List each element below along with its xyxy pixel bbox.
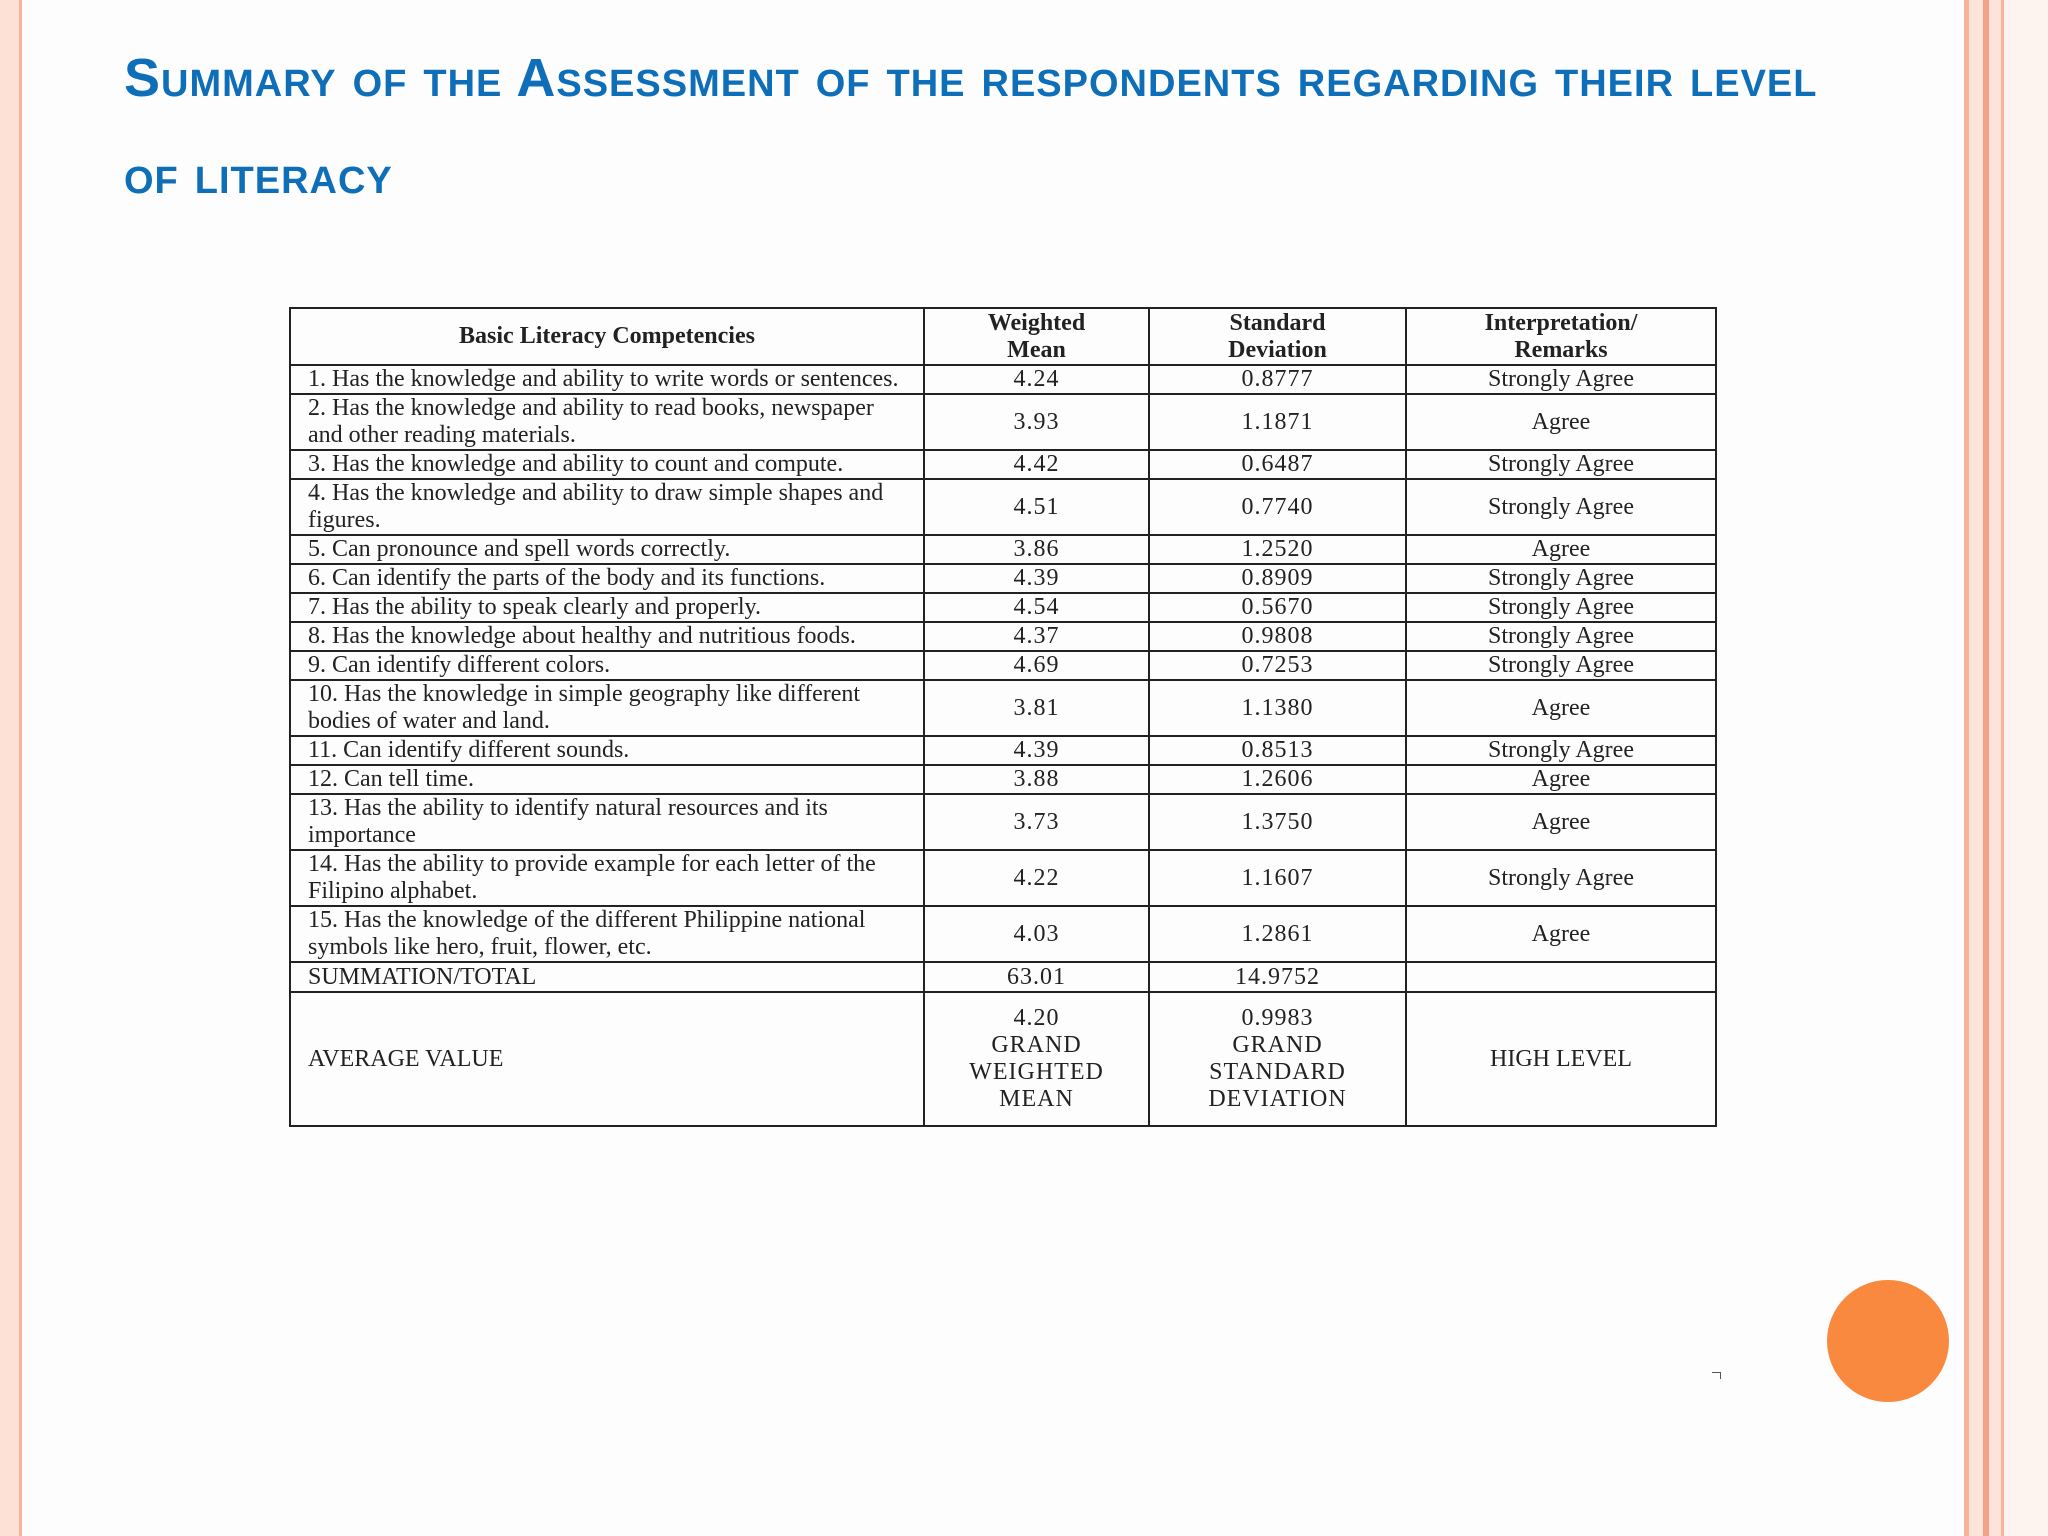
remark-cell: Strongly Agree bbox=[1406, 622, 1716, 651]
competency-cell: 14. Has the ability to provide example for each letter of the Filipino alphabet. bbox=[290, 850, 924, 906]
header-weighted-mean-line2: Mean bbox=[1007, 336, 1066, 363]
competency-cell: 3. Has the knowledge and ability to count and compute. bbox=[290, 450, 924, 479]
remark-cell: Strongly Agree bbox=[1406, 850, 1716, 906]
orange-circle-decoration bbox=[1827, 1280, 1949, 1402]
table-row bbox=[290, 564, 1716, 593]
competency-cell: 9. Can identify different colors. bbox=[290, 651, 924, 680]
header-standard-deviation bbox=[1149, 308, 1406, 365]
remark-cell: Strongly Agree bbox=[1406, 365, 1716, 394]
grand-weighted-mean-l3: MEAN bbox=[999, 1086, 1074, 1112]
std-dev-cell: 0.7740 bbox=[1149, 479, 1406, 535]
average-row bbox=[290, 992, 1716, 1126]
grand-std-dev-cell bbox=[1149, 992, 1406, 1126]
std-dev-cell: 1.1380 bbox=[1149, 680, 1406, 736]
weighted-mean-cell: 4.39 bbox=[924, 564, 1149, 593]
remark-cell: Agree bbox=[1406, 680, 1716, 736]
remark-cell: Strongly Agree bbox=[1406, 564, 1716, 593]
left-decorative-border bbox=[0, 0, 22, 1536]
competency-cell: 6. Can identify the parts of the body and its functions. bbox=[290, 564, 924, 593]
weighted-mean-cell: 4.42 bbox=[924, 450, 1149, 479]
grand-std-dev-l3: DEVIATION bbox=[1208, 1086, 1347, 1112]
competency-cell: 1. Has the knowledge and ability to write words or sentences. bbox=[290, 365, 924, 394]
average-label: AVERAGE VALUE bbox=[290, 992, 924, 1126]
table-row bbox=[290, 479, 1716, 535]
header-weighted-mean-line1: Weighted bbox=[987, 309, 1086, 336]
header-interpretation bbox=[1406, 308, 1716, 365]
std-dev-cell: 0.7253 bbox=[1149, 651, 1406, 680]
std-dev-cell: 1.3750 bbox=[1149, 794, 1406, 850]
average-remark: HIGH LEVEL bbox=[1406, 992, 1716, 1126]
grand-weighted-mean-value: 4.20 bbox=[1013, 1005, 1060, 1031]
std-dev-cell: 1.1607 bbox=[1149, 850, 1406, 906]
grand-std-dev-l2: STANDARD bbox=[1209, 1059, 1346, 1085]
table-row bbox=[290, 450, 1716, 479]
grand-weighted-mean-l2: WEIGHTED bbox=[969, 1059, 1104, 1085]
competency-cell: 4. Has the knowledge and ability to draw simple shapes and figures. bbox=[290, 479, 924, 535]
table-row bbox=[290, 593, 1716, 622]
remark-cell: Agree bbox=[1406, 535, 1716, 564]
grand-weighted-mean-cell bbox=[924, 992, 1149, 1126]
weighted-mean-cell: 3.81 bbox=[924, 680, 1149, 736]
table-row bbox=[290, 850, 1716, 906]
competency-cell: 11. Can identify different sounds. bbox=[290, 736, 924, 765]
weighted-mean-cell: 4.22 bbox=[924, 850, 1149, 906]
table-row bbox=[290, 622, 1716, 651]
table-corner-mark bbox=[1712, 1372, 1721, 1379]
weighted-mean-cell: 4.03 bbox=[924, 906, 1149, 962]
header-interp-line2: Remarks bbox=[1514, 336, 1608, 363]
table-row bbox=[290, 680, 1716, 736]
remark-cell: Strongly Agree bbox=[1406, 450, 1716, 479]
remark-cell: Agree bbox=[1406, 906, 1716, 962]
slide-title: Summary of the Assessment of the respondents regarding their level of literacy bbox=[124, 48, 1818, 205]
std-dev-cell: 1.2861 bbox=[1149, 906, 1406, 962]
remark-cell: Agree bbox=[1406, 765, 1716, 794]
weighted-mean-cell: 3.93 bbox=[924, 394, 1149, 450]
table-row bbox=[290, 394, 1716, 450]
remark-cell: Strongly Agree bbox=[1406, 479, 1716, 535]
total-mean: 63.01 bbox=[924, 962, 1149, 992]
weighted-mean-cell: 4.24 bbox=[924, 365, 1149, 394]
table-row bbox=[290, 906, 1716, 962]
table-row bbox=[290, 765, 1716, 794]
table-row bbox=[290, 794, 1716, 850]
total-row bbox=[290, 962, 1716, 992]
std-dev-cell: 1.1871 bbox=[1149, 394, 1406, 450]
competency-cell: 15. Has the knowledge of the different Philippine national symbols like hero, fruit, flower, etc. bbox=[290, 906, 924, 962]
grand-std-dev-value: 0.9983 bbox=[1241, 1005, 1314, 1031]
remark-cell: Strongly Agree bbox=[1406, 736, 1716, 765]
remark-cell: Agree bbox=[1406, 394, 1716, 450]
total-label: SUMMATION/TOTAL bbox=[290, 962, 924, 992]
grand-std-dev-l1: GRAND bbox=[1232, 1032, 1323, 1058]
remark-cell: Agree bbox=[1406, 794, 1716, 850]
weighted-mean-cell: 4.69 bbox=[924, 651, 1149, 680]
grand-weighted-mean-l1: GRAND bbox=[991, 1032, 1082, 1058]
std-dev-cell: 0.9808 bbox=[1149, 622, 1406, 651]
header-interp-line1: Interpretation/ bbox=[1484, 309, 1638, 336]
table-row bbox=[290, 651, 1716, 680]
competency-cell: 5. Can pronounce and spell words correctly. bbox=[290, 535, 924, 564]
weighted-mean-cell: 3.88 bbox=[924, 765, 1149, 794]
remark-cell: Strongly Agree bbox=[1406, 651, 1716, 680]
table-row bbox=[290, 365, 1716, 394]
header-std-dev-line2: Deviation bbox=[1228, 336, 1327, 363]
weighted-mean-cell: 4.37 bbox=[924, 622, 1149, 651]
competency-cell: 13. Has the ability to identify natural resources and its importance bbox=[290, 794, 924, 850]
header-competency: Basic Literacy Competencies bbox=[290, 308, 924, 365]
competency-cell: 7. Has the ability to speak clearly and properly. bbox=[290, 593, 924, 622]
std-dev-cell: 0.5670 bbox=[1149, 593, 1406, 622]
table-row bbox=[290, 736, 1716, 765]
right-decorative-border bbox=[1964, 0, 2048, 1536]
std-dev-cell: 0.6487 bbox=[1149, 450, 1406, 479]
weighted-mean-cell: 3.73 bbox=[924, 794, 1149, 850]
remark-cell: Strongly Agree bbox=[1406, 593, 1716, 622]
total-remark bbox=[1406, 962, 1716, 992]
literacy-summary-table bbox=[289, 307, 1717, 1127]
std-dev-cell: 0.8513 bbox=[1149, 736, 1406, 765]
competency-cell: 8. Has the knowledge about healthy and nutritious foods. bbox=[290, 622, 924, 651]
competency-cell: 10. Has the knowledge in simple geography like different bodies of water and land. bbox=[290, 680, 924, 736]
weighted-mean-cell: 4.39 bbox=[924, 736, 1149, 765]
weighted-mean-cell: 4.51 bbox=[924, 479, 1149, 535]
table-header-row bbox=[290, 308, 1716, 365]
total-sd: 14.9752 bbox=[1149, 962, 1406, 992]
header-std-dev-line1: Standard bbox=[1229, 309, 1326, 336]
std-dev-cell: 1.2520 bbox=[1149, 535, 1406, 564]
std-dev-cell: 0.8909 bbox=[1149, 564, 1406, 593]
std-dev-cell: 0.8777 bbox=[1149, 365, 1406, 394]
competency-cell: 2. Has the knowledge and ability to read books, newspaper and other reading materials. bbox=[290, 394, 924, 450]
weighted-mean-cell: 4.54 bbox=[924, 593, 1149, 622]
competency-cell: 12. Can tell time. bbox=[290, 765, 924, 794]
std-dev-cell: 1.2606 bbox=[1149, 765, 1406, 794]
weighted-mean-cell: 3.86 bbox=[924, 535, 1149, 564]
table-row bbox=[290, 535, 1716, 564]
header-weighted-mean bbox=[924, 308, 1149, 365]
